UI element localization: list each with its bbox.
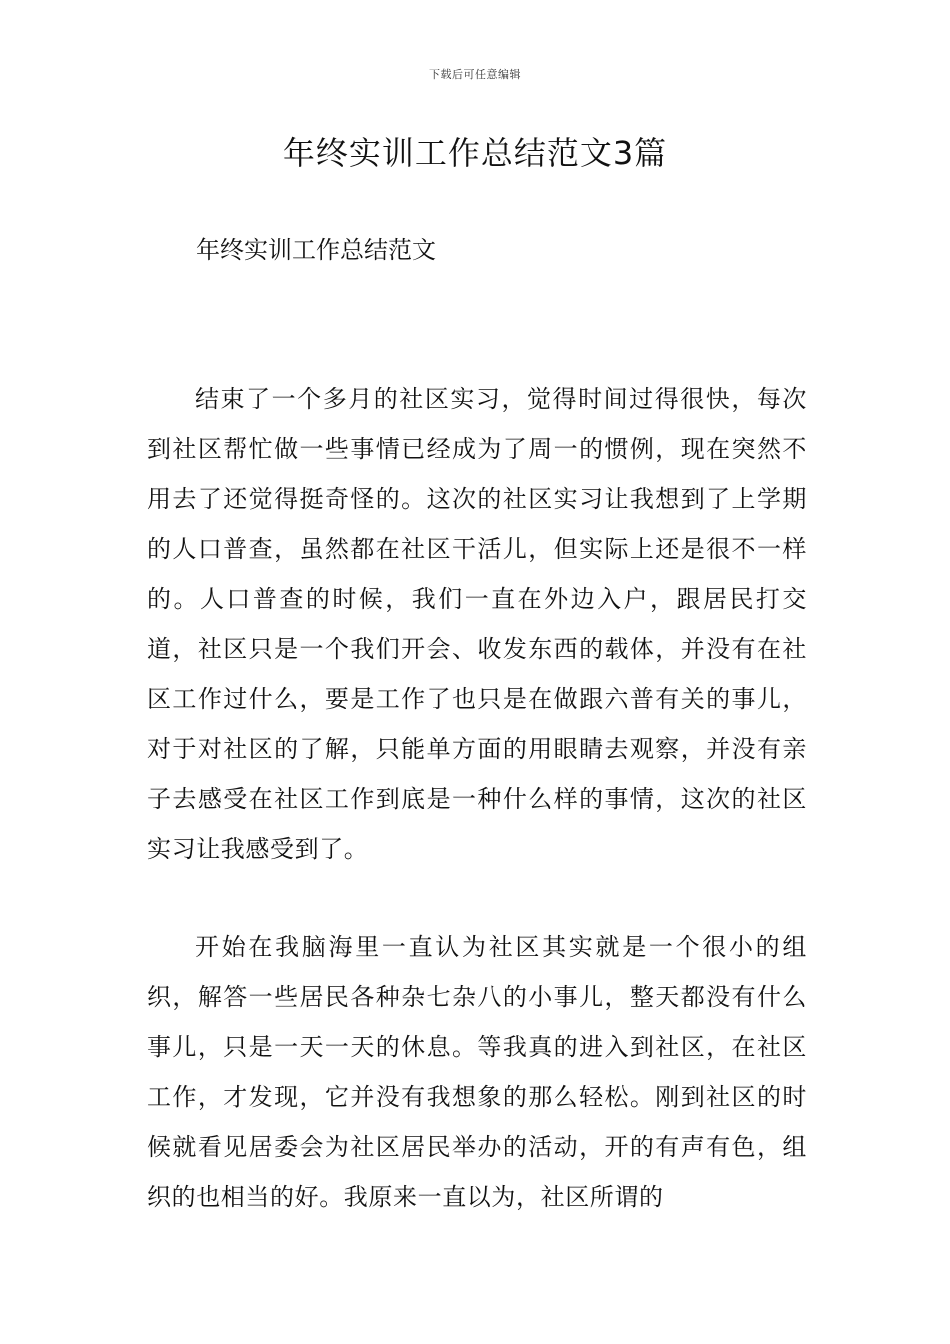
document-subtitle: 年终实训工作总结范文 (196, 236, 436, 264)
paragraph: 结束了一个多月的社区实习，觉得时间过得很快，每次到社区帮忙做一些事情已经成为了周一的惯例，现在突然不用去了还觉得挺奇怪的。这次的社区实习让我想到了上学期的人口普查，虽然都在社区干活儿，但实际上还是很不一样的。人口普查的时候，我们一直在外边入户，跟居民打交道，社区只是一个我们开会、收发东西的载体，并没有在社区工作过什么，要是工作了也只是在做跟六普有关的事儿，对于对社区的了解，只能单方面的用眼睛去观察，并没有亲子去感受在社区工作到底是一种什么样的事情，这次的社区实习让我感受到了。 (147, 385, 807, 863)
document-title: 年终实训工作总结范文3篇 (282, 134, 668, 172)
header-note: 下载后可任意编辑 (429, 68, 521, 81)
paragraph: 开始在我脑海里一直认为社区其实就是一个很小的组织，解答一些居民各种杂七杂八的小事儿，整天都没有什么事儿，只是一天一天的休息。等我真的进入到社区，在社区工作，才发现，它并没有我想象的那么轻松。刚到社区的时候就看见居委会为社区居民举办的活动，开的有声有色，组织的也相当的好。我原来一直以为，社区所谓的 (147, 933, 807, 1211)
